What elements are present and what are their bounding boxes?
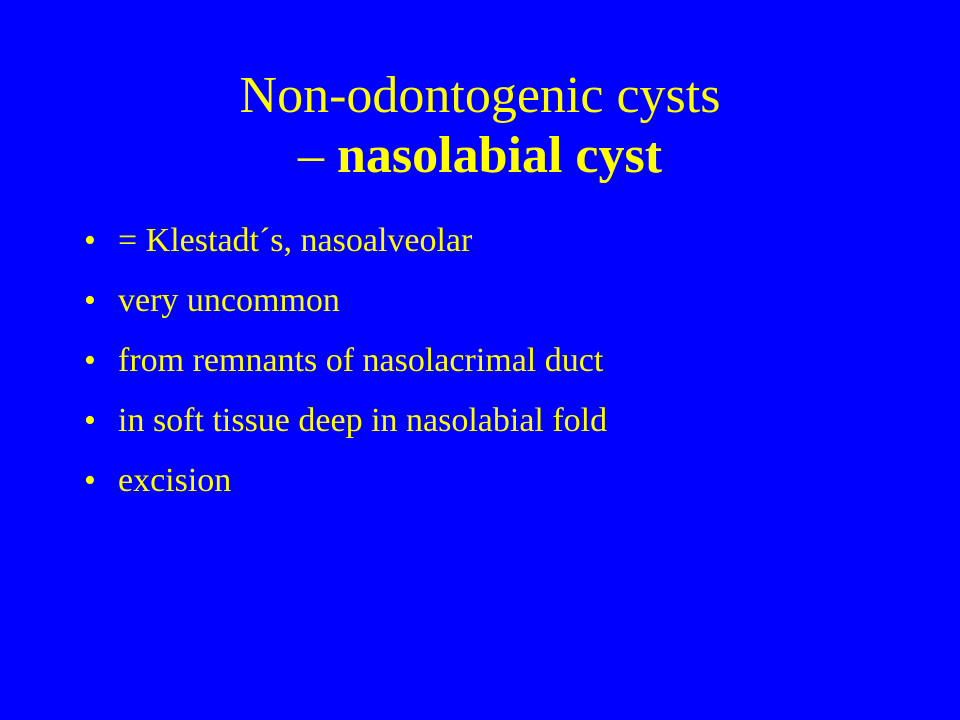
bullet-list [84, 222, 607, 522]
title-line-1: Non-odontogenic cysts [239, 67, 721, 124]
bullet-text: from remnants of nasolacrimal duct [118, 342, 604, 379]
list-item [84, 402, 607, 462]
bullet-marker: • [84, 342, 96, 379]
list-item [84, 222, 607, 282]
title-line-2 [0, 126, 960, 186]
bullet-marker: • [84, 402, 96, 439]
bullet-marker: • [84, 282, 96, 319]
title-bold-text: nasolabial cyst [336, 127, 663, 184]
list-item [84, 282, 607, 342]
bullet-text: = Klestadt´s, nasoalveolar [118, 222, 473, 259]
bullet-marker: • [84, 222, 96, 259]
slide-title [0, 66, 960, 186]
bullet-text: very uncommon [118, 282, 340, 319]
list-item [84, 462, 607, 522]
bullet-text: in soft tissue deep in nasolabial fold [118, 402, 608, 439]
list-item [84, 342, 607, 402]
bullet-marker: • [84, 462, 96, 499]
bullet-text: excision [118, 462, 232, 499]
title-dash: – [297, 127, 337, 184]
